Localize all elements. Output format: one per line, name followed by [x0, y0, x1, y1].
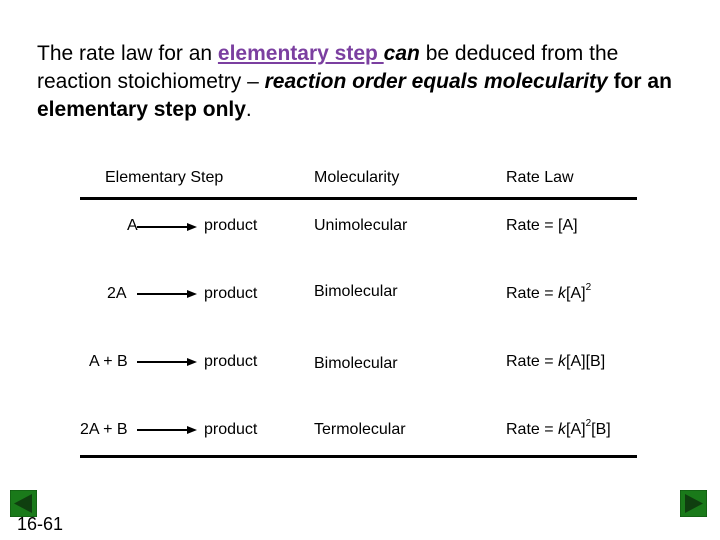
rate-exponent: 2: [585, 417, 592, 429]
product: product: [204, 421, 258, 438]
rate-prefix: Rate = [A]: [506, 217, 578, 234]
footer-rule: [80, 455, 637, 458]
molecularity: Bimolecular: [314, 355, 398, 372]
slide-number: 16-61: [17, 514, 64, 534]
intro-period: .: [245, 98, 252, 121]
reactant: A + B: [89, 353, 128, 370]
reaction-arrow-icon: [137, 289, 197, 299]
reactant: A: [127, 217, 138, 234]
header-rule: [80, 197, 637, 200]
header-molecularity: Molecularity: [314, 169, 400, 186]
intro-text-1: The rate law for an: [37, 42, 218, 65]
intro-emphasis-order: reaction order equals molecularity: [264, 70, 608, 93]
rate-law: [506, 417, 611, 439]
intro-emphasis-only: for an elementary step only: [37, 70, 672, 121]
product: product: [204, 217, 258, 234]
intro-paragraph: [37, 40, 697, 124]
rate-conc: [A][B]: [566, 353, 606, 370]
reactant: 2A + B: [80, 421, 128, 438]
back-arrow-icon[interactable]: [10, 490, 37, 517]
rate-conc: [A]: [566, 285, 586, 302]
rate-tail: [B]: [591, 421, 611, 438]
reaction-arrow-icon: [137, 222, 197, 232]
reaction-arrow-icon: [137, 425, 197, 435]
molecularity: Unimolecular: [314, 217, 408, 234]
intro-text-2: be deduced from the reaction stoichiometry –: [37, 42, 619, 93]
rate-law: [506, 353, 605, 371]
product: product: [204, 285, 258, 302]
rate-constant: k: [558, 421, 567, 438]
rate-conc: [A]: [566, 421, 586, 438]
rate-constant: k: [558, 285, 567, 302]
rate-constant: k: [558, 353, 567, 370]
rate-prefix: Rate =: [506, 421, 559, 438]
reactant: 2A: [107, 285, 127, 302]
rate-prefix: Rate =: [506, 353, 559, 370]
reaction-arrow-icon: [137, 357, 197, 367]
intro-highlight-elementary-step: elementary step: [217, 42, 384, 65]
product: product: [204, 353, 258, 370]
header-elementary-step: Elementary Step: [105, 169, 224, 186]
rate-prefix: Rate =: [506, 285, 559, 302]
molecularity: Bimolecular: [314, 283, 398, 300]
header-rate-law: Rate Law: [506, 169, 574, 186]
forward-arrow-icon[interactable]: [680, 490, 707, 517]
rate-exponent: 2: [585, 281, 592, 293]
intro-text-can: can: [383, 42, 420, 65]
rate-law: [506, 281, 592, 303]
rate-law: [506, 217, 578, 235]
molecularity: Termolecular: [314, 421, 406, 438]
